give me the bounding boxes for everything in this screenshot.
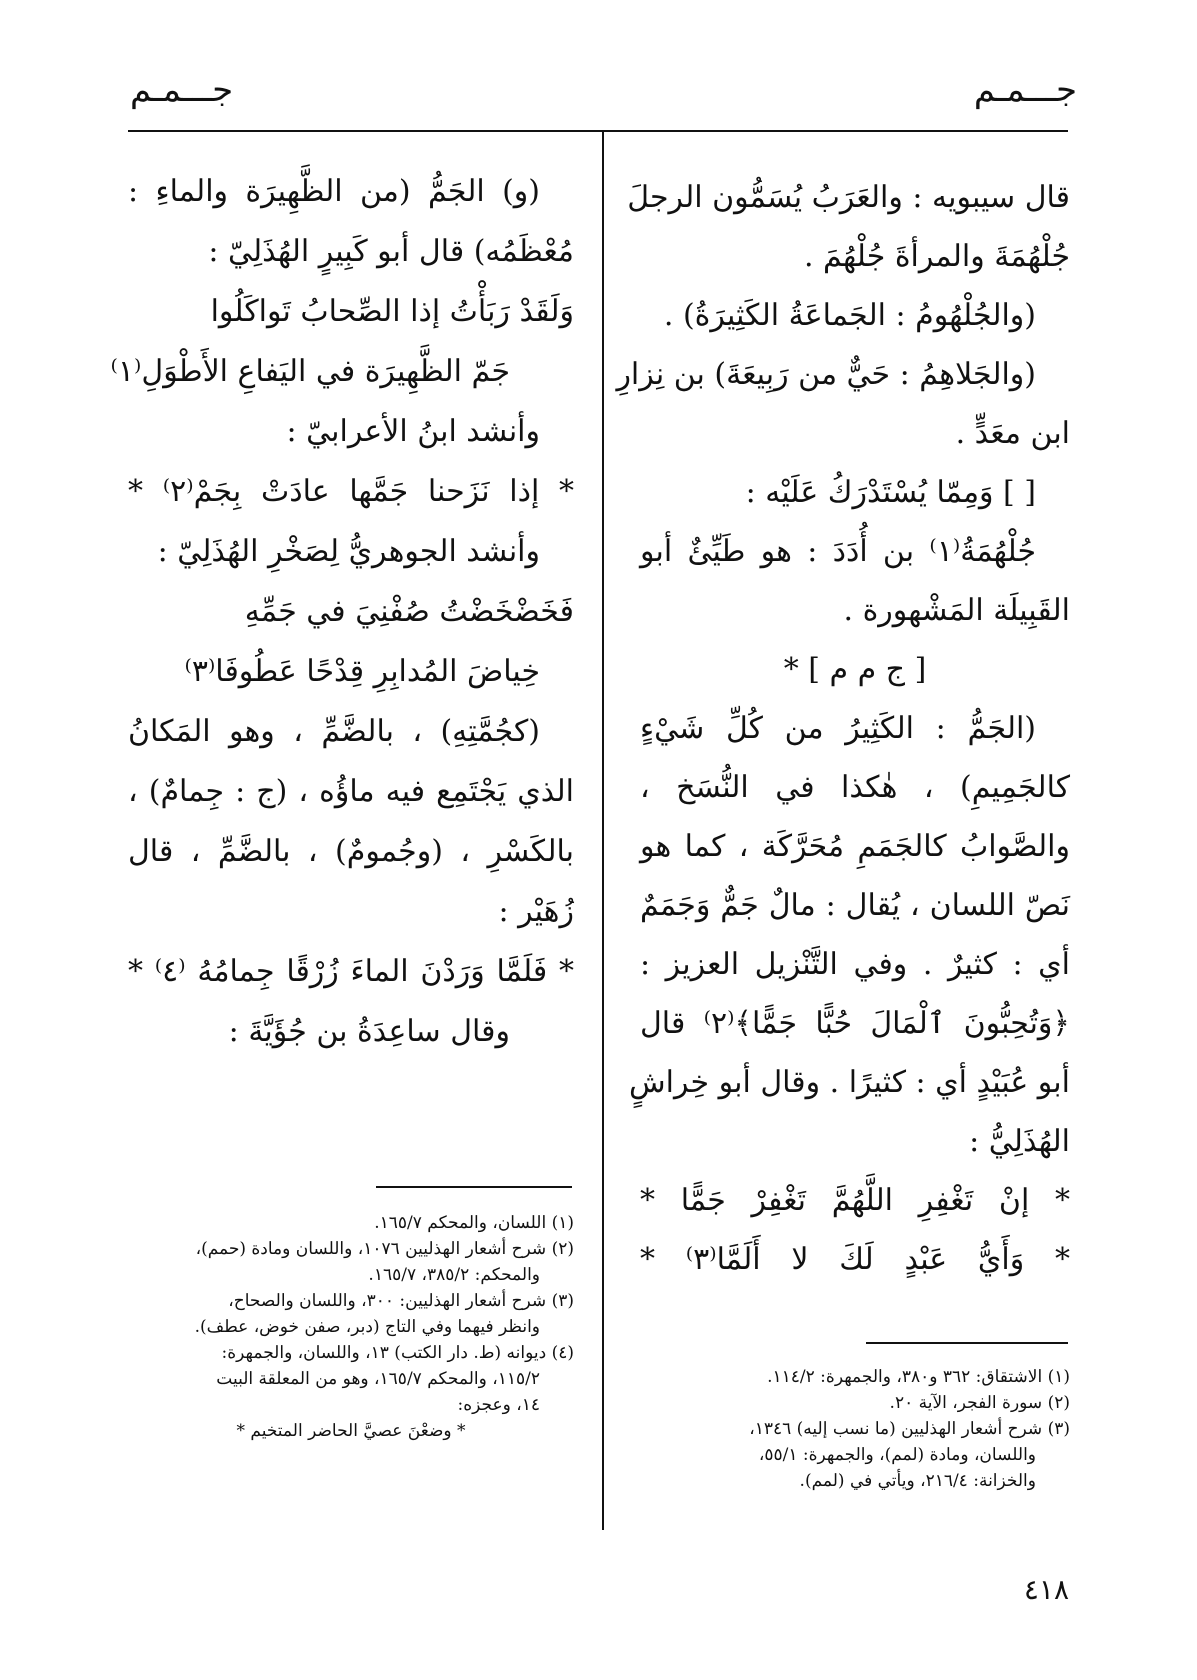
text-line: جُلْهُمَةُ⁽١⁾ بن أُدَدَ : هو طَيِّئٌ أبو [640, 534, 1036, 569]
footnote-item: وانظر فيهما وفي التاج (دبر، صفن خوض، عطف). [194, 1317, 540, 1337]
text-line: والصَّوابُ كالجَمَمِ مُحَرَّكَة ، كما هو [640, 829, 1070, 864]
entry-heading: [ ج م م ] * [783, 652, 927, 687]
verse-line: * وَأَيُّ عَبْدٍ لَكَ لا أَلَمَّا⁽٣⁾ * [640, 1242, 1071, 1277]
right-column [616, 168, 1071, 1289]
text-line: بالكَسْرِ ، (وجُمومٌ) ، بالضَّمِّ ، قال [128, 834, 574, 869]
left-column [110, 162, 575, 1062]
footnote-item: (٢) شرح أشعار الهذليين ١٠٧٦، واللسان ومادة (حمم)، [195, 1239, 574, 1259]
quran-quote-line: ﴿وَتُحِبُّونَ ٱلْمَالَ حُبًّا جَمًّا﴾⁽٢⁾ قال [640, 1006, 1070, 1041]
footnote-item: (٤) ديوانه (ط. دار الكتب) ١٣، واللسان، والجمهرة: [221, 1343, 574, 1363]
footnote-item: (١) اللسان، والمحكم ١٦٥/٧. [374, 1213, 574, 1233]
footnote-item: (١) الاشتقاق: ٣٦٢ و٣٨٠، والجمهرة: ١١٤/٢. [767, 1367, 1070, 1387]
verse-line: جَمّ الظَّهِيرَة في اليَفاعِ الأَطْوَلِ⁽١⁾ [110, 354, 510, 389]
footnote-item: ١٤، وعجزه: [457, 1395, 540, 1415]
footnotes-right [640, 1364, 1070, 1494]
verse-line: * فَلَمَّا وَرَدْنَ الماءَ زُرْقًا جِمامُهُ ⁽٤⁾ * [128, 954, 575, 989]
text-line: (و) الجَمُّ (من الظَّهِيرَة والماءِ : [128, 174, 540, 209]
text-line: وقال ساعِدَةُ بن جُؤَيَّةَ : [228, 1014, 510, 1049]
footnote-item: واللسان، ومادة (لمم)، والجمهرة: ٥٥/١، [758, 1445, 1036, 1465]
text-line: وأنشد الجوهريُّ لِصَخْرِ الهُذَلِيّ : [157, 534, 540, 569]
footnotes-left [128, 1210, 574, 1444]
text-line: قال سيبويه : والعَرَبُ يُسَمُّون الرجلَ [627, 180, 1070, 215]
text-line: أبو عُبَيْدٍ أي : كثيرًا . وقال أبو خِراشٍ [629, 1065, 1070, 1100]
text-line: جُلْهُمَةَ والمرأةَ جُلْهُمَ . [803, 239, 1070, 274]
text-line: وأنشد ابنُ الأعرابيّ : [286, 414, 540, 449]
verse-line: وَلَقَدْ رَبَأْتُ إذا الصِّحابُ تَواكَلُوا [210, 294, 574, 329]
text-line: ابن معَدٍّ . [955, 416, 1070, 451]
text-line: الذي يَجْتَمِع فيه ماؤُه ، (ج : جِمامٌ) ، [128, 774, 574, 809]
verse-line: * إذا نَزَحنا جَمَّها عادَتْ بِجَمْ⁽٢⁾ * [128, 474, 575, 509]
text-line: (والجُلْهُومُ : الجَماعَةُ الكَثِيرَةُ) . [663, 298, 1036, 333]
header-rule [128, 130, 1068, 132]
text-line: [ ] وَمِمّا يُسْتَدْرَكُ عَلَيْه : [745, 475, 1036, 510]
running-head-left: جـــمـم [130, 70, 234, 110]
footnote-rule-left [376, 1186, 572, 1188]
text-line: الهُذَلِيُّ : [969, 1124, 1070, 1159]
text-line: القَبِيلَة المَشْهورة . [843, 593, 1070, 628]
footnote-item: (٢) سورة الفجر، الآية ٢٠. [889, 1393, 1070, 1413]
text-line: مُعْظَمُه) قال أبو كَبِيرٍ الهُذَلِيّ : [208, 234, 574, 269]
footnote-item: والمحكم: ٣٨٥/٢، ١٦٥/٧. [368, 1265, 540, 1285]
footnote-item: (٣) شرح أشعار الهذليين (ما نسب إليه) ١٣٤٦، [749, 1419, 1070, 1439]
verse-line: فَخَضْخَضْتُ صُفْنِيَ في جَمِّهِ [244, 594, 574, 629]
running-head-right: جـــمـم [973, 70, 1077, 110]
text-line: (الجَمُّ : الكَثِيرُ من كُلِّ شَيْءٍ [640, 711, 1036, 746]
text-line: (كجُمَّتِهِ) ، بالضَّمِّ ، وهو المَكانُ [128, 714, 540, 749]
text-line: كالجَمِيمِ) ، هٰكذا في النُّسَخ ، [640, 770, 1070, 805]
footnote-item: (٣) شرح أشعار الهذليين: ٣٠٠، واللسان والصحاح، [228, 1291, 574, 1311]
text-line: نَصّ اللسان ، يُقال : مالٌ جَمٌّ وَجَمَمٌ [640, 888, 1070, 923]
verse-line: * إنْ تَغْفِرِ اللَّهُمَّ تَغْفِرْ جَمًّا * [640, 1183, 1070, 1218]
footnote-item: * وضعْنَ عصيَّ الحاضر المتخيم * [236, 1421, 466, 1441]
column-divider [602, 132, 604, 1530]
text-line: أي : كثيرٌ . وفي التَّنْزيل العزيز : [640, 947, 1070, 982]
footnote-rule-right [866, 1342, 1068, 1344]
page-number: ٤١٨ [1023, 1573, 1069, 1606]
verse-line: خِياضَ المُدابِرِ قِدْحًا عَطُوفَا⁽٣⁾ [184, 654, 540, 689]
text-line: زُهَيْر : [498, 894, 574, 929]
footnote-item: والخزانة: ٢١٦/٤، ويأتي في (لمم). [799, 1471, 1036, 1491]
footnote-item: ١١٥/٢، والمحكم ١٦٥/٧، وهو من المعلقة البيت [216, 1369, 540, 1389]
text-line: (والجَلاهِمُ : حَيٌّ من رَبِيعَةَ) بن نِزارِ [616, 357, 1036, 392]
